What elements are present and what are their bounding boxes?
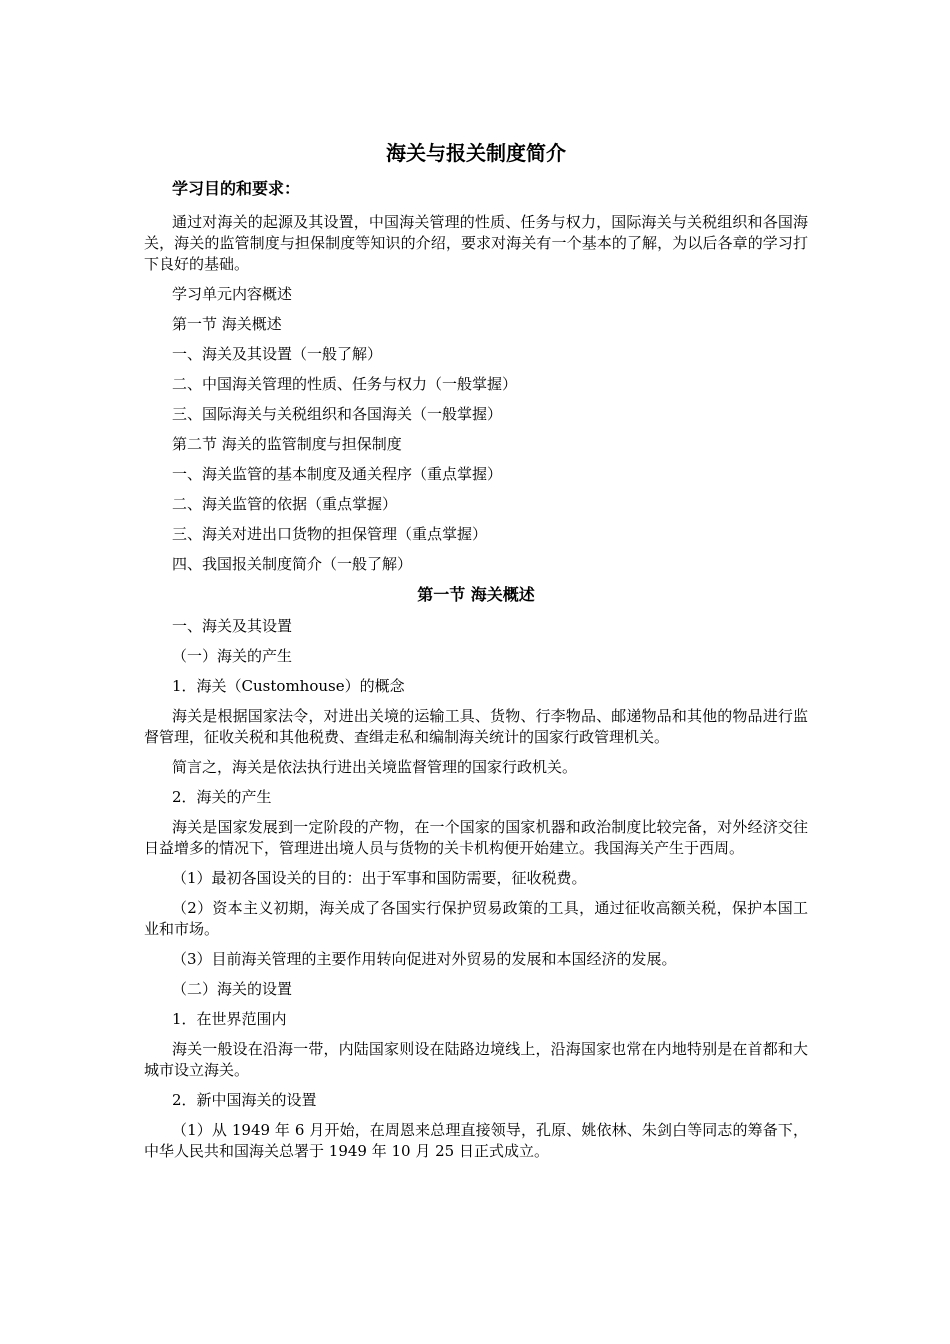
paragraph: 2．新中国海关的设置	[172, 1091, 317, 1109]
paragraph: 1．海关（Customhouse）的概念	[172, 677, 405, 695]
document-page	[144, 140, 808, 1171]
paragraph: （一）海关的产生	[172, 647, 293, 665]
paragraph: （二）海关的设置	[172, 980, 293, 998]
paragraph: （2）资本主义初期，海关成了各国实行保护贸易政策的工具，通过征收高额关税，保护本国工业和市场。	[144, 899, 808, 938]
paragraph: 1．在世界范围内	[172, 1010, 287, 1028]
paragraph: 海关是根据国家法令，对进出关境的运输工具、货物、行李物品、邮递物品和其他的物品进行监督管理，征收关税和其他税费、查缉走私和编制海关统计的国家行政管理机关。	[144, 707, 808, 746]
paragraph: 第二节 海关的监管制度与担保制度	[172, 435, 402, 453]
paragraph: （1）从 1949 年 6 月开始，在周恩来总理直接领导，孔原、姚依林、朱剑白等同志的筹备下，中华人民共和国海关总署于 1949 年 10 月 25 日正式成立。	[144, 1121, 808, 1160]
paragraph: 简言之，海关是依法执行进出关境监督管理的国家行政机关。	[172, 758, 578, 776]
paragraph: 三、海关对进出口货物的担保管理（重点掌握）	[172, 525, 488, 543]
paragraph: （3）目前海关管理的主要作用转向促进对外贸易的发展和本国经济的发展。	[172, 950, 677, 968]
paragraph: 通过对海关的起源及其设置，中国海关管理的性质、任务与权力，国际海关与关税组织和各国海关，海关的监管制度与担保制度等知识的介绍，要求对海关有一个基本的了解，为以后各章的学习打下良好的基础。	[144, 213, 808, 273]
paragraph: 海关是国家发展到一定阶段的产物，在一个国家的国家机器和政治制度比较完备，对外经济交往日益增多的情况下，管理进出境人员与货物的关卡机构便开始建立。我国海关产生于西周。	[144, 818, 808, 857]
paragraph: （1）最初各国设关的目的：出于军事和国防需要，征收税费。	[172, 869, 587, 887]
paragraph: 2．海关的产生	[172, 788, 272, 806]
paragraph: 一、海关及其设置（一般了解）	[172, 345, 383, 363]
paragraph: 第一节 海关概述	[172, 315, 282, 333]
document-body	[144, 212, 808, 1162]
objective-heading: 学习目的和要求：	[172, 179, 301, 198]
document-title: 海关与报关制度简介	[386, 141, 566, 165]
paragraph: 四、我国报关制度简介（一般了解）	[172, 555, 413, 573]
paragraph: 学习单元内容概述	[172, 285, 293, 303]
paragraph: 二、中国海关管理的性质、任务与权力（一般掌握）	[172, 375, 518, 393]
section-title: 第一节 海关概述	[417, 585, 535, 604]
paragraph: 海关一般设在沿海一带，内陆国家则设在陆路边境线上，沿海国家也常在内地特别是在首都和大城市设立海关。	[144, 1040, 808, 1079]
paragraph: 二、海关监管的依据（重点掌握）	[172, 495, 398, 513]
paragraph: 一、海关监管的基本制度及通关程序（重点掌握）	[172, 465, 503, 483]
paragraph: 三、国际海关与关税组织和各国海关（一般掌握）	[172, 405, 503, 423]
paragraph: 一、海关及其设置	[172, 617, 293, 635]
